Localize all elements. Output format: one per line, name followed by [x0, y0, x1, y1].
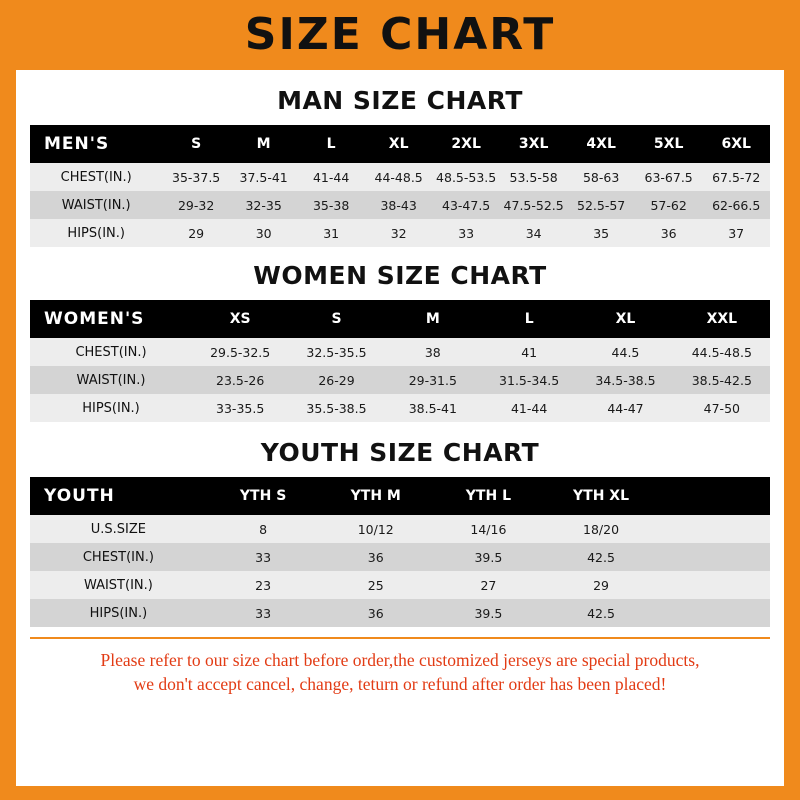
man-cell: 30	[230, 219, 298, 247]
women-cell: 44.5-48.5	[674, 338, 770, 366]
youth-column-header: YTH L	[432, 477, 545, 515]
youth-cell: 27	[432, 571, 545, 599]
women-cell: 38	[385, 338, 481, 366]
youth-column-header	[657, 477, 770, 515]
man-cell: 35-38	[297, 191, 365, 219]
table-row	[30, 338, 770, 366]
man-cell: 52.5-57	[567, 191, 635, 219]
man-row-label: HIPS(IN.)	[30, 219, 162, 247]
man-column-header: S	[162, 125, 230, 163]
man-cell: 57-62	[635, 191, 703, 219]
man-cell: 36	[635, 219, 703, 247]
women-column-header: L	[481, 300, 577, 338]
man-row-label: CHEST(IN.)	[30, 163, 162, 191]
women-table-head	[30, 300, 770, 338]
women-cell: 41	[481, 338, 577, 366]
man-cell: 37.5-41	[230, 163, 298, 191]
table-row	[30, 599, 770, 627]
youth-cell	[657, 599, 770, 627]
man-cell: 37	[702, 219, 770, 247]
table-row	[30, 394, 770, 422]
man-cell: 31	[297, 219, 365, 247]
women-column-header: S	[288, 300, 384, 338]
youth-cell	[657, 543, 770, 571]
man-cell: 32-35	[230, 191, 298, 219]
man-size-table	[30, 125, 770, 247]
women-size-table	[30, 300, 770, 422]
women-cell: 34.5-38.5	[577, 366, 673, 394]
youth-row-label: CHEST(IN.)	[30, 543, 207, 571]
footer-note-line-1: Please refer to our size chart before order,the customized jerseys are special products,	[100, 650, 700, 670]
women-table-corner-label: WOMEN'S	[30, 300, 192, 338]
youth-cell: 10/12	[319, 515, 432, 543]
women-column-header: XXL	[674, 300, 770, 338]
man-cell: 34	[500, 219, 568, 247]
man-cell: 33	[432, 219, 500, 247]
youth-cell: 42.5	[545, 543, 658, 571]
man-column-header: 5XL	[635, 125, 703, 163]
table-row	[30, 219, 770, 247]
youth-cell: 25	[319, 571, 432, 599]
table-row	[30, 163, 770, 191]
footer-note	[30, 637, 770, 696]
man-cell: 35	[567, 219, 635, 247]
women-cell: 29.5-32.5	[192, 338, 288, 366]
youth-header-row	[30, 477, 770, 515]
youth-cell: 29	[545, 571, 658, 599]
man-table-head	[30, 125, 770, 163]
youth-cell: 39.5	[432, 599, 545, 627]
youth-size-table	[30, 477, 770, 627]
man-cell: 67.5-72	[702, 163, 770, 191]
table-row	[30, 191, 770, 219]
youth-row-label: HIPS(IN.)	[30, 599, 207, 627]
youth-cell: 23	[207, 571, 320, 599]
man-column-header: 3XL	[500, 125, 568, 163]
man-column-header: 4XL	[567, 125, 635, 163]
women-row-label: WAIST(IN.)	[30, 366, 192, 394]
man-cell: 58-63	[567, 163, 635, 191]
women-header-row	[30, 300, 770, 338]
youth-cell: 39.5	[432, 543, 545, 571]
youth-table-head	[30, 477, 770, 515]
page-header	[16, 0, 784, 70]
youth-column-header: YTH S	[207, 477, 320, 515]
bottom-accent-bar	[16, 786, 784, 800]
women-row-label: HIPS(IN.)	[30, 394, 192, 422]
women-cell: 44-47	[577, 394, 673, 422]
youth-cell: 42.5	[545, 599, 658, 627]
man-table-corner-label: MEN'S	[30, 125, 162, 163]
man-cell: 62-66.5	[702, 191, 770, 219]
youth-table-corner-label: YOUTH	[30, 477, 207, 515]
man-header-row	[30, 125, 770, 163]
women-cell: 38.5-42.5	[674, 366, 770, 394]
youth-cell: 33	[207, 599, 320, 627]
man-cell: 32	[365, 219, 433, 247]
man-cell: 29	[162, 219, 230, 247]
youth-cell	[657, 515, 770, 543]
women-cell: 26-29	[288, 366, 384, 394]
man-cell: 48.5-53.5	[432, 163, 500, 191]
women-cell: 32.5-35.5	[288, 338, 384, 366]
man-cell: 44-48.5	[365, 163, 433, 191]
women-cell: 29-31.5	[385, 366, 481, 394]
table-row	[30, 515, 770, 543]
women-cell: 38.5-41	[385, 394, 481, 422]
youth-row-label: U.S.SIZE	[30, 515, 207, 543]
man-column-header: 2XL	[432, 125, 500, 163]
youth-cell: 18/20	[545, 515, 658, 543]
youth-column-header: YTH XL	[545, 477, 658, 515]
man-column-header: 6XL	[702, 125, 770, 163]
women-column-header: XL	[577, 300, 673, 338]
man-section-title: MAN SIZE CHART	[277, 86, 523, 115]
man-column-header: L	[297, 125, 365, 163]
page-title: SIZE CHART	[244, 9, 556, 60]
women-cell: 41-44	[481, 394, 577, 422]
women-row-label: CHEST(IN.)	[30, 338, 192, 366]
man-column-header: M	[230, 125, 298, 163]
women-column-header: M	[385, 300, 481, 338]
table-row	[30, 571, 770, 599]
youth-cell	[657, 571, 770, 599]
man-cell: 63-67.5	[635, 163, 703, 191]
man-row-label: WAIST(IN.)	[30, 191, 162, 219]
man-cell: 47.5-52.5	[500, 191, 568, 219]
women-cell: 47-50	[674, 394, 770, 422]
women-cell: 31.5-34.5	[481, 366, 577, 394]
youth-cell: 14/16	[432, 515, 545, 543]
women-cell: 44.5	[577, 338, 673, 366]
man-cell: 35-37.5	[162, 163, 230, 191]
man-table-body	[30, 163, 770, 247]
women-cell: 23.5-26	[192, 366, 288, 394]
youth-row-label: WAIST(IN.)	[30, 571, 207, 599]
man-column-header: XL	[365, 125, 433, 163]
women-table-body	[30, 338, 770, 422]
man-cell: 43-47.5	[432, 191, 500, 219]
man-cell: 53.5-58	[500, 163, 568, 191]
table-row	[30, 543, 770, 571]
youth-cell: 36	[319, 599, 432, 627]
man-cell: 41-44	[297, 163, 365, 191]
women-section-title: WOMEN SIZE CHART	[253, 261, 547, 290]
women-cell: 33-35.5	[192, 394, 288, 422]
man-cell: 38-43	[365, 191, 433, 219]
man-cell: 29-32	[162, 191, 230, 219]
youth-cell: 8	[207, 515, 320, 543]
youth-table-body	[30, 515, 770, 627]
youth-cell: 33	[207, 543, 320, 571]
table-row	[30, 366, 770, 394]
youth-column-header: YTH M	[319, 477, 432, 515]
women-column-header: XS	[192, 300, 288, 338]
page-content	[16, 70, 784, 786]
youth-section-title: YOUTH SIZE CHART	[260, 438, 540, 467]
youth-cell: 36	[319, 543, 432, 571]
women-cell: 35.5-38.5	[288, 394, 384, 422]
footer-note-line-2: we don't accept cancel, change, teturn or refund after order has been placed!	[133, 673, 667, 694]
